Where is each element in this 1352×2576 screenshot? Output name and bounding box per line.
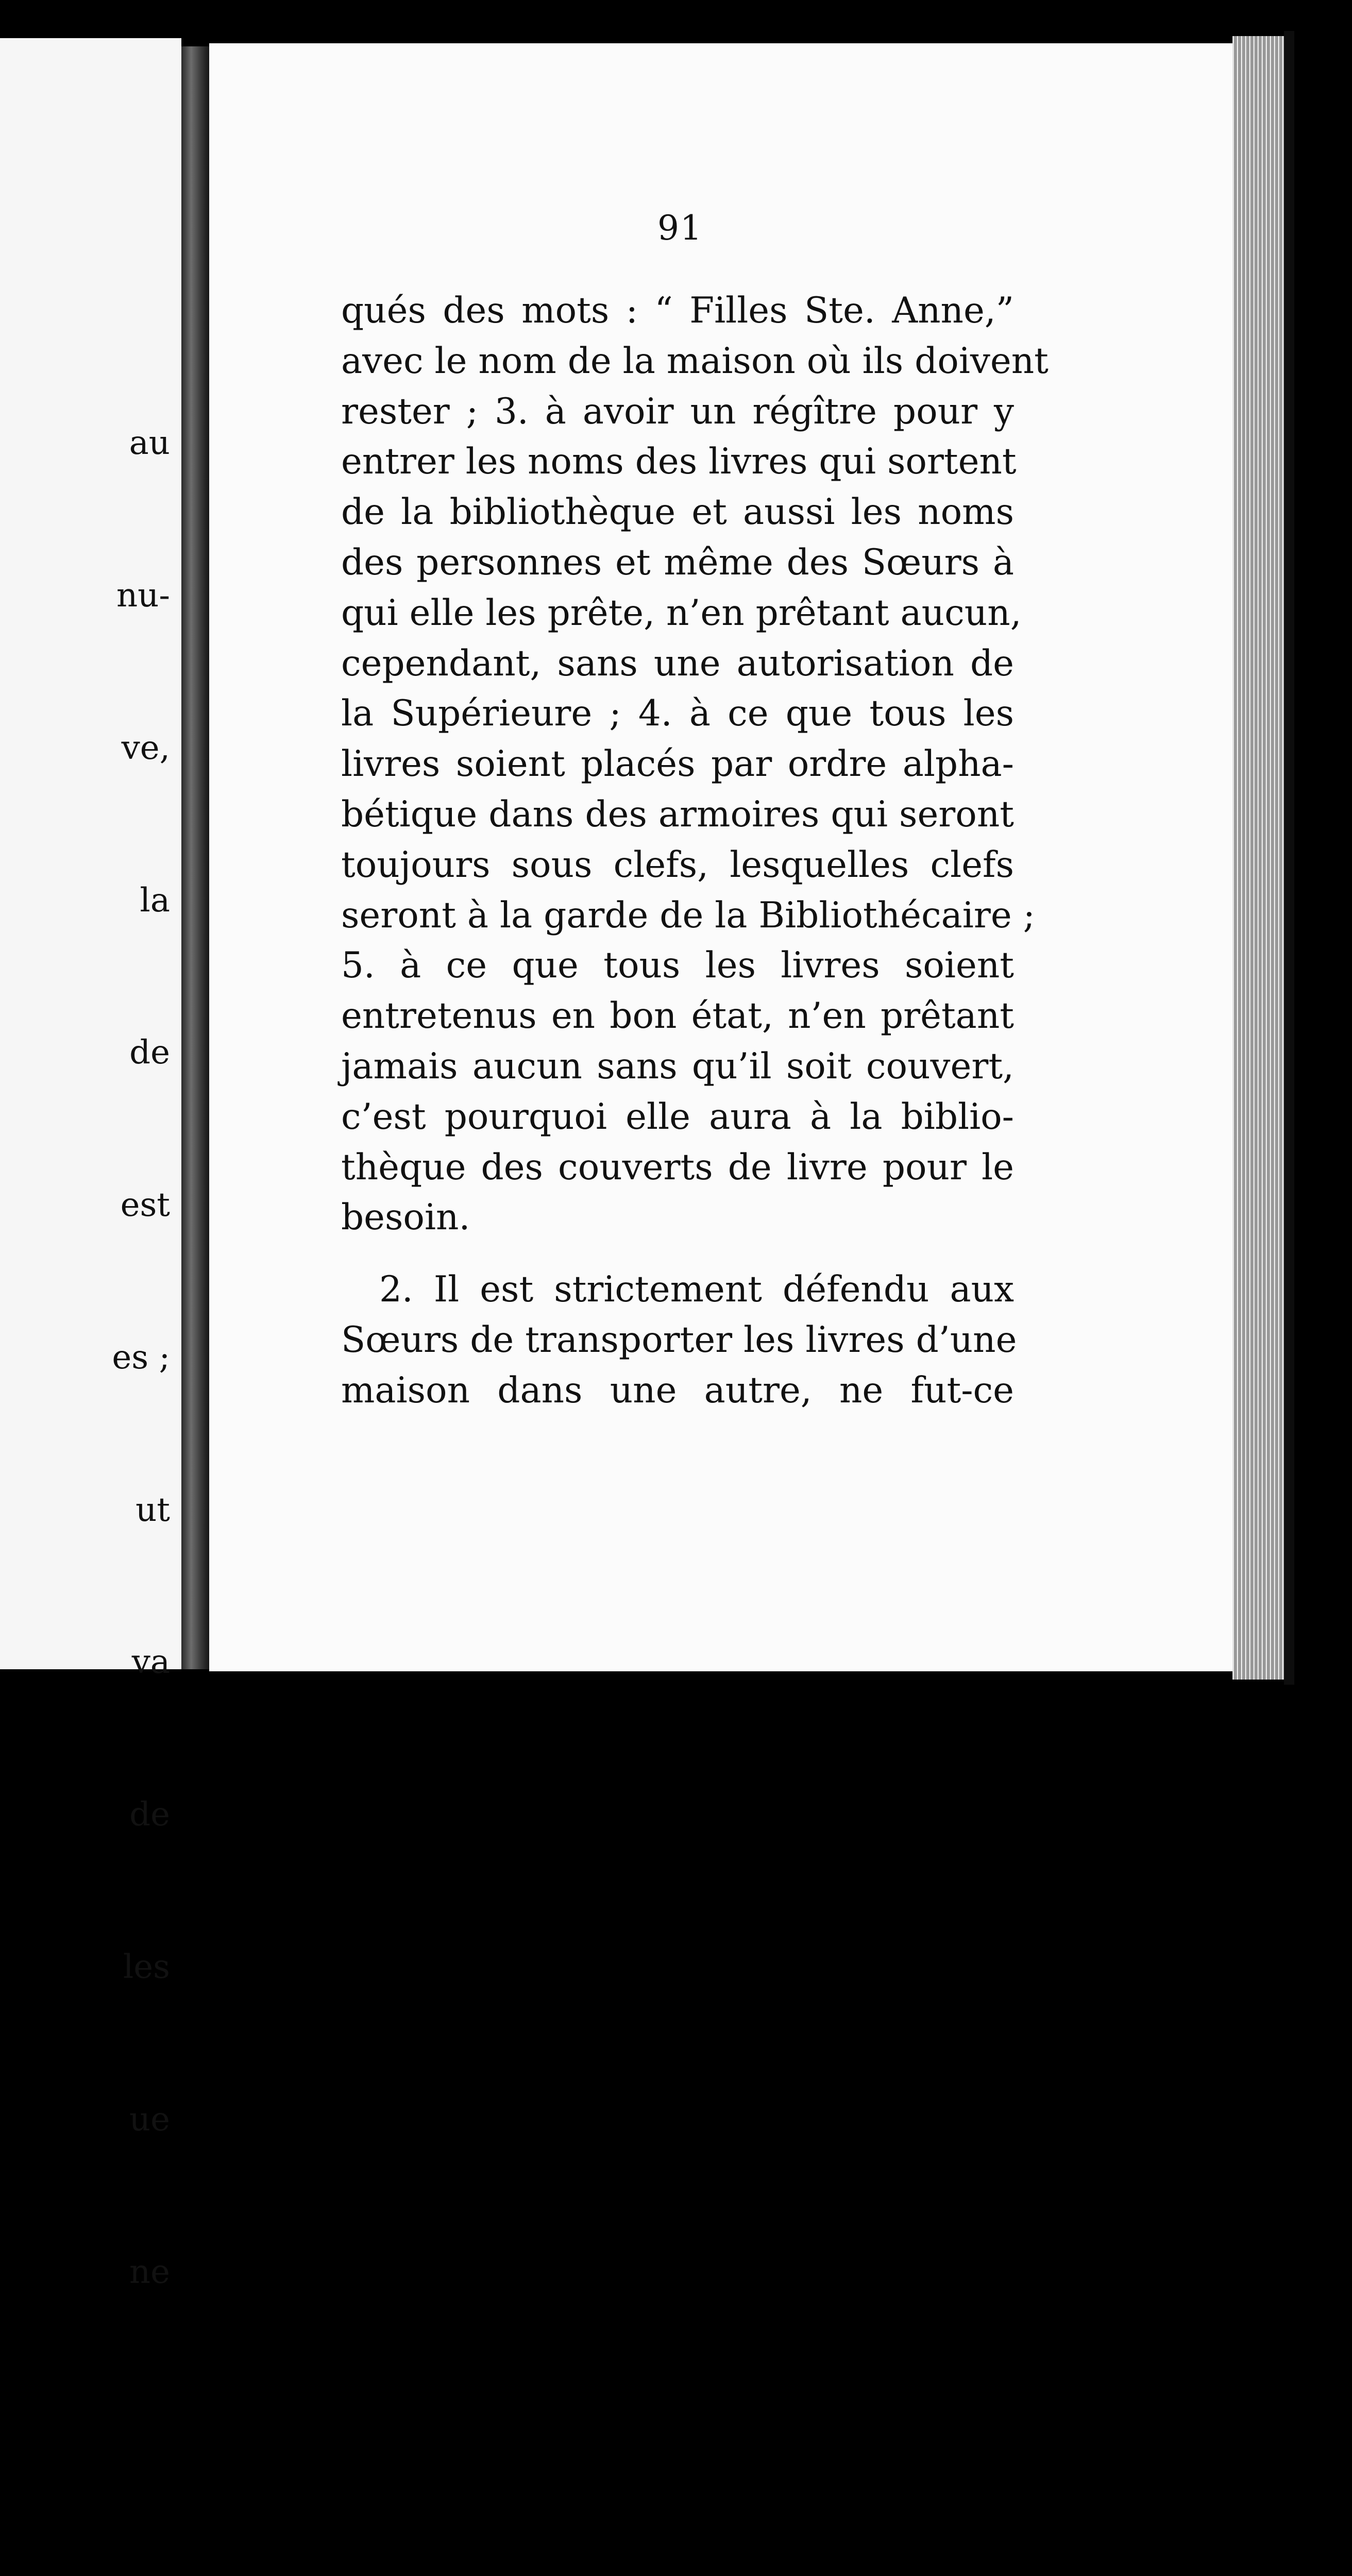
text-line: cependant, sans une autorisation de xyxy=(341,642,1014,684)
text-line: entretenus en bon état, n’en prêtant xyxy=(341,995,1014,1037)
left-facing-page xyxy=(0,38,181,2291)
left-fragment-empty xyxy=(107,2551,170,2576)
left-fragment: nu- xyxy=(116,576,170,615)
book-page-edges xyxy=(1232,36,1284,1680)
text-line: toujours sous clefs, lesquelles clefs xyxy=(341,844,1014,886)
text-line: livres soient placés par ordre alpha- xyxy=(341,743,1014,785)
text-line: jamais aucun sans qu’il soit couvert, xyxy=(341,1045,1014,1087)
text-line: 5. à ce que tous les livres soient xyxy=(341,945,1014,987)
text-line: de la bibliothèque et aussi les noms xyxy=(341,492,1014,533)
left-page-text-fragments xyxy=(107,316,170,2576)
text-line: la Supérieure ; 4. à ce que tous les xyxy=(341,693,1014,735)
text-line: qui elle les prête, n’en prêtant aucun, xyxy=(341,592,1022,634)
text-line-paragraph-start: 2. Il est strictement défendu aux xyxy=(379,1269,1014,1311)
left-fragment: les xyxy=(123,1948,170,1986)
left-fragment: de xyxy=(129,1795,170,1834)
left-fragment: est xyxy=(120,1186,170,1225)
book-cover-edge xyxy=(1284,31,1294,1685)
left-fragment: es ; xyxy=(112,1338,170,1377)
left-fragment: ne xyxy=(129,2252,170,2291)
left-fragment-empty xyxy=(107,2399,170,2450)
book-gutter xyxy=(181,46,209,1669)
text-line: thèque des couverts de livre pour le xyxy=(341,1146,1014,1188)
left-fragment: au xyxy=(129,424,170,463)
left-fragment: de xyxy=(129,1033,170,1072)
paragraph-2 xyxy=(341,1265,1017,1416)
text-line-paragraph-end: besoin. xyxy=(341,1197,470,1239)
left-fragment: va xyxy=(131,1643,170,1682)
text-line: maison dans une autre, ne fut-ce xyxy=(341,1369,1014,1411)
page-body-text xyxy=(341,286,1049,1416)
text-line: Sœurs de transporter les livres d’une xyxy=(341,1319,1017,1361)
text-line: c’est pourquoi elle aura à la biblio- xyxy=(341,1096,1014,1138)
text-line: des personnes et même des Sœurs à xyxy=(341,541,1014,583)
left-fragment: la xyxy=(140,881,170,920)
left-fragment: ue xyxy=(129,2100,170,2139)
left-fragment: ve, xyxy=(121,728,170,767)
page-number: 91 xyxy=(657,208,703,248)
text-line: rester ; 3. à avoir un régître pour y xyxy=(341,391,1014,432)
text-line: bétique dans des armoires qui seront xyxy=(341,793,1014,835)
text-line: avec le nom de la maison où ils doivent xyxy=(341,340,1049,382)
text-line: qués des mots : “ Filles Ste. Anne,” xyxy=(341,290,1014,331)
text-line: entrer les noms des livres qui sortent xyxy=(341,441,1017,483)
left-fragment: ut xyxy=(136,1490,170,1529)
text-line: seront à la garde de la Bibliothécaire ; xyxy=(341,894,1035,936)
